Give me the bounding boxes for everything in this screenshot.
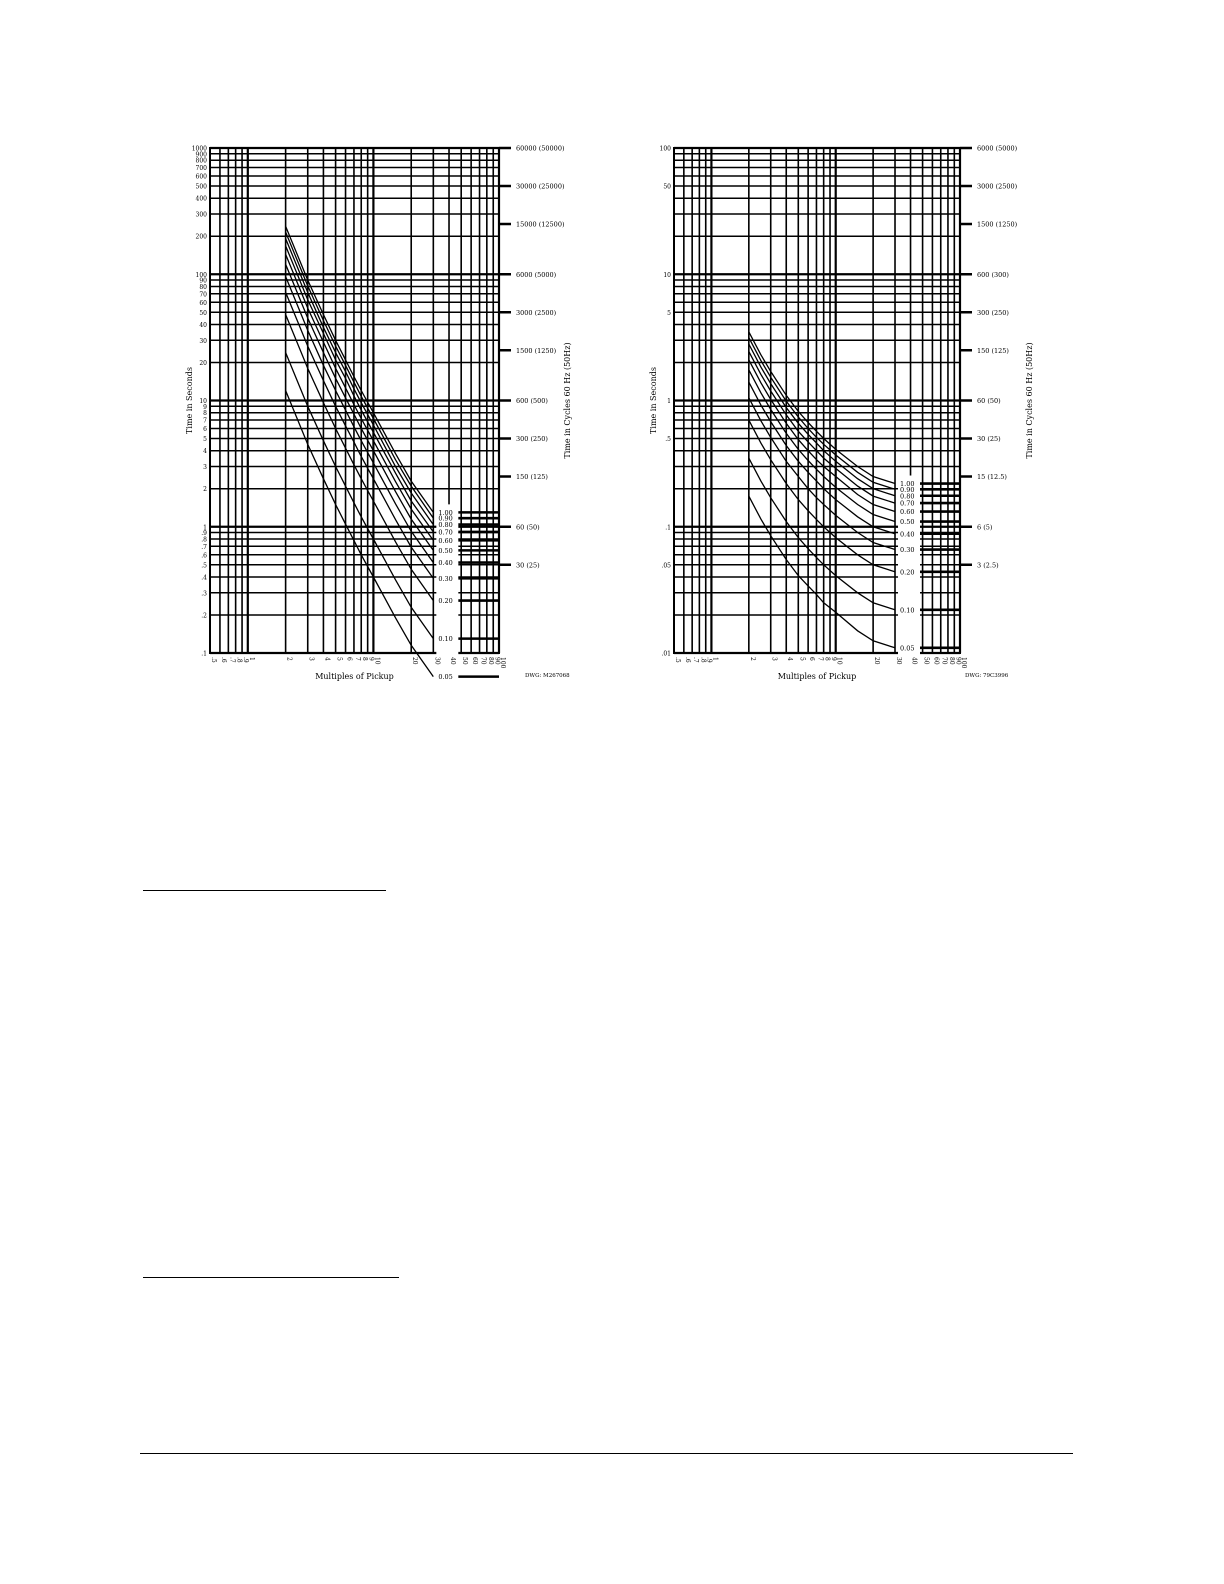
y-tick-label: 9 [203, 403, 207, 411]
y-tick-label: 5 [667, 309, 671, 317]
x-tick-label: 70 [479, 657, 487, 665]
x-tick-label: 6 [345, 657, 353, 661]
y-tick-label: 50 [199, 309, 207, 317]
y-tick-label: 80 [199, 283, 207, 291]
y2-tick-label: 600 (300) [977, 270, 1009, 279]
y2-tick-label: 6 (5) [977, 523, 993, 532]
y2-tick-label: 15 (12.5) [977, 473, 1007, 482]
y-tick-label: 40 [199, 321, 207, 329]
curve-label: 0.40 [438, 559, 453, 568]
drawing-reference: DWG: 79C3996 [965, 673, 1009, 679]
x-axis-title: Multiples of Pickup [777, 672, 857, 681]
y-tick-label: 2 [203, 486, 207, 494]
y-tick-label: 10 [663, 271, 671, 279]
x-tick-label: .7 [228, 657, 236, 663]
y2-tick-label: 6000 (5000) [977, 144, 1018, 153]
x-tick-label: .6 [219, 657, 227, 663]
y-tick-label: 6 [203, 426, 207, 434]
section-rule-2 [143, 1277, 399, 1278]
chart-right-svg [640, 135, 1060, 695]
x-tick-label: 20 [411, 657, 419, 665]
y-axis-title: Time in Seconds [185, 367, 194, 434]
y2-tick-label: 60 (50) [516, 523, 540, 532]
curve-label: 0.50 [438, 546, 453, 555]
x-tick-label: 6 [808, 657, 816, 661]
y-tick-label: 1000 [191, 145, 207, 153]
y-tick-label: 60 [199, 299, 207, 307]
curve-label: 0.05 [438, 673, 453, 682]
x-tick-label: 9 [367, 657, 375, 661]
y-tick-label: 5 [203, 436, 207, 444]
x-tick-label: 2 [285, 657, 293, 661]
x-tick-label: .5 [210, 657, 217, 663]
y2-tick-label: 150 (125) [977, 346, 1009, 355]
y-tick-label: .2 [201, 612, 207, 620]
y-tick-label: .4 [201, 574, 207, 582]
curve-label: 0.30 [900, 546, 915, 555]
y-tick-label: 1 [667, 398, 671, 405]
x-tick-label: .9 [705, 657, 713, 663]
y2-axis-title: Time in Cycles 60 Hz (50Hz) [563, 342, 572, 459]
x-tick-label: 90 [954, 657, 962, 665]
y2-tick-label: 3 (2.5) [977, 561, 999, 570]
y2-tick-label: 1500 (1250) [977, 220, 1018, 229]
curve-label: 0.90 [900, 485, 915, 494]
curve-label: 0.40 [900, 530, 915, 539]
x-tick-label: 80 [486, 657, 494, 665]
x-tick-label: 4 [786, 657, 794, 661]
x-tick-label: .5 [674, 657, 681, 663]
time-current-chart-right [640, 135, 1060, 695]
x-tick-label: 4 [323, 657, 331, 661]
x-tick-label: 7 [353, 657, 361, 661]
curve-label: 1.00 [438, 508, 453, 517]
y-tick-label: 1 [203, 524, 207, 532]
x-tick-label: 60 [471, 657, 479, 665]
curve-label: 0.10 [438, 635, 453, 644]
curve-label: 0.05 [900, 644, 915, 653]
x-tick-label: 70 [940, 657, 948, 665]
curve-label: 0.20 [438, 597, 453, 606]
y-tick-label: .05 [661, 562, 671, 570]
x-tick-label: 8 [361, 657, 369, 661]
y-tick-label: 70 [199, 291, 207, 299]
x-tick-label: 1 [247, 657, 255, 661]
x-tick-label: 3 [770, 657, 778, 661]
y2-tick-label: 15000 (12500) [516, 220, 565, 229]
curve-label: 0.60 [900, 508, 915, 517]
x-tick-label: 10 [835, 657, 843, 665]
curve-label: 0.20 [900, 568, 915, 577]
x-tick-label: 50 [922, 657, 930, 665]
y2-tick-label: 6000 (5000) [516, 270, 557, 279]
drawing-reference: DWG: M267068 [525, 673, 570, 679]
x-tick-label: 5 [798, 657, 806, 661]
time-current-chart-left [170, 135, 610, 695]
y2-tick-label: 30000 (25000) [516, 182, 565, 191]
x-tick-label: .9 [242, 657, 250, 663]
y-tick-label: 30 [199, 337, 207, 345]
y-tick-label: 300 [195, 211, 207, 219]
section-rule-1 [143, 890, 386, 891]
curve-label: 0.80 [438, 521, 453, 530]
x-tick-label: 40 [910, 657, 918, 665]
x-tick-label: .8 [235, 657, 243, 663]
curve-label: 0.30 [438, 574, 453, 583]
y2-tick-label: 300 (250) [516, 435, 548, 444]
curve-label: 0.50 [900, 518, 915, 527]
x-tick-label: 7 [816, 657, 824, 661]
x-tick-label: 20 [873, 657, 881, 665]
curve-label: 0.80 [900, 492, 915, 501]
y-tick-label: 100 [659, 145, 671, 153]
curve-label: 1.00 [900, 480, 915, 489]
x-tick-label: 8 [823, 657, 831, 661]
y-tick-label: 50 [663, 183, 671, 191]
y-axis-title: Time in Seconds [649, 367, 658, 434]
y-tick-label: .5 [201, 562, 207, 570]
y-tick-label: 700 [195, 165, 207, 173]
curve-label: 0.70 [438, 528, 453, 537]
y-tick-label: .6 [201, 552, 207, 560]
y-tick-label: 100 [195, 271, 207, 279]
y2-tick-label: 1500 (1250) [516, 346, 557, 355]
y-tick-label: .3 [201, 590, 207, 598]
x-tick-label: 30 [895, 657, 903, 665]
y-tick-label: .01 [661, 650, 671, 658]
x-tick-label: 1 [711, 657, 719, 661]
y2-axis-title: Time in Cycles 60 Hz (50Hz) [1025, 342, 1034, 459]
x-tick-label: .6 [683, 657, 691, 663]
y-tick-label: .5 [665, 436, 671, 444]
x-axis-title: Multiples of Pickup [315, 672, 394, 681]
y-tick-label: .1 [201, 650, 207, 658]
y-tick-label: 200 [195, 233, 207, 241]
y-tick-label: 20 [199, 359, 207, 367]
y-tick-label: 500 [195, 183, 207, 191]
y-tick-label: .1 [665, 524, 671, 532]
curve-label: 0.90 [438, 514, 453, 523]
y2-tick-label: 300 (250) [977, 308, 1009, 317]
y-tick-label: 600 [195, 173, 207, 181]
x-tick-label: 30 [433, 657, 441, 665]
y2-tick-label: 150 (125) [516, 473, 548, 482]
x-tick-label: 100 [960, 657, 967, 669]
x-tick-label: 40 [449, 657, 457, 665]
y-tick-label: 800 [195, 157, 207, 165]
y-tick-label: 7 [203, 417, 207, 425]
curve-label: 0.10 [900, 606, 915, 615]
x-tick-label: .8 [699, 657, 707, 663]
y2-tick-label: 3000 (2500) [977, 182, 1018, 191]
chart-left-svg [170, 135, 610, 695]
x-tick-label: 80 [947, 657, 955, 665]
x-tick-label: 90 [493, 657, 501, 665]
y-tick-label: 4 [203, 448, 207, 456]
x-tick-label: .7 [692, 657, 700, 663]
y2-tick-label: 600 (500) [516, 397, 548, 405]
y2-tick-label: 30 (25) [516, 561, 540, 570]
x-tick-label: 60 [932, 657, 940, 665]
y-tick-label: 3 [203, 464, 207, 472]
footer-rule [140, 1453, 1073, 1454]
y-tick-label: 10 [199, 398, 207, 405]
y-tick-label: 900 [195, 151, 207, 159]
y2-tick-label: 60 (50) [977, 397, 1001, 405]
y-tick-label: .8 [201, 536, 207, 544]
x-tick-label: 2 [748, 657, 756, 661]
curve-label: 0.60 [438, 536, 453, 545]
y2-tick-label: 30 (25) [977, 435, 1001, 444]
x-tick-label: 9 [830, 657, 838, 661]
x-tick-label: 100 [499, 657, 506, 669]
x-tick-label: 10 [373, 657, 381, 665]
y2-tick-label: 60000 (50000) [516, 144, 565, 153]
x-tick-label: 3 [307, 657, 315, 661]
y-tick-label: 8 [203, 410, 207, 418]
y2-tick-label: 3000 (2500) [516, 308, 557, 317]
y-tick-label: .7 [201, 543, 207, 551]
y-tick-label: .9 [201, 530, 207, 538]
x-tick-label: 5 [335, 657, 343, 661]
y-tick-label: 400 [195, 195, 207, 203]
y-tick-label: 90 [199, 277, 207, 285]
x-tick-label: 50 [461, 657, 469, 665]
curve-label: 0.70 [900, 499, 915, 508]
